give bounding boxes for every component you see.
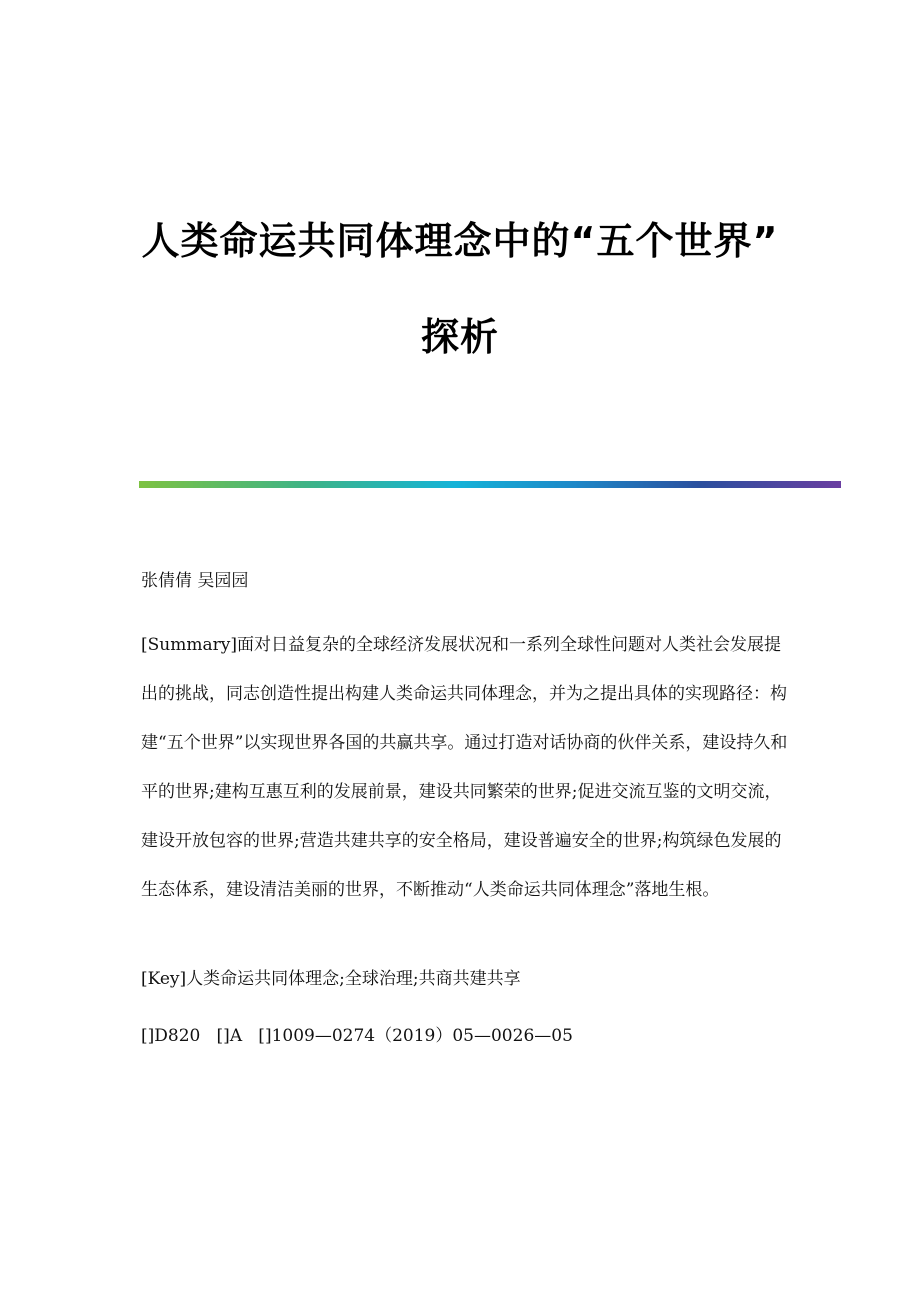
authors: 张倩倩 吴园园 (141, 571, 249, 591)
gradient-divider (139, 481, 841, 488)
keywords: [Key]人类命运共同体理念;全球治理;共商共建共享 (141, 969, 521, 989)
paper-title-line-2: 探析 (420, 315, 499, 359)
summary-paragraph: [Summary]面对日益复杂的全球经济发展状况和一系列全球性问题对人类社会发展提出的挑战，同志创造性提出构建人类命运共同体理念，并为之提出具体的实现路径：构建“五个世界”以实现世界各国的共赢共享。通过打造对话协商的伙伴关系，建设持久和平的世界;建构互惠互利的发展前景，建设共同繁荣的世界;促进交流互鉴的文明交流，建设开放包容的世界;营造共建共享的安全格局，建设普遍安全的世界;构筑绿色发展的生态体系，建设清洁美丽的世界，不断推动“人类命运共同体理念”落地生根。 (141, 635, 788, 900)
classification-codes: []D820 []A []1009—0274（2019）05—0026—05 (141, 1026, 573, 1046)
paper-title-line-1: 人类命运共同体理念中的“五个世界” (141, 219, 779, 263)
